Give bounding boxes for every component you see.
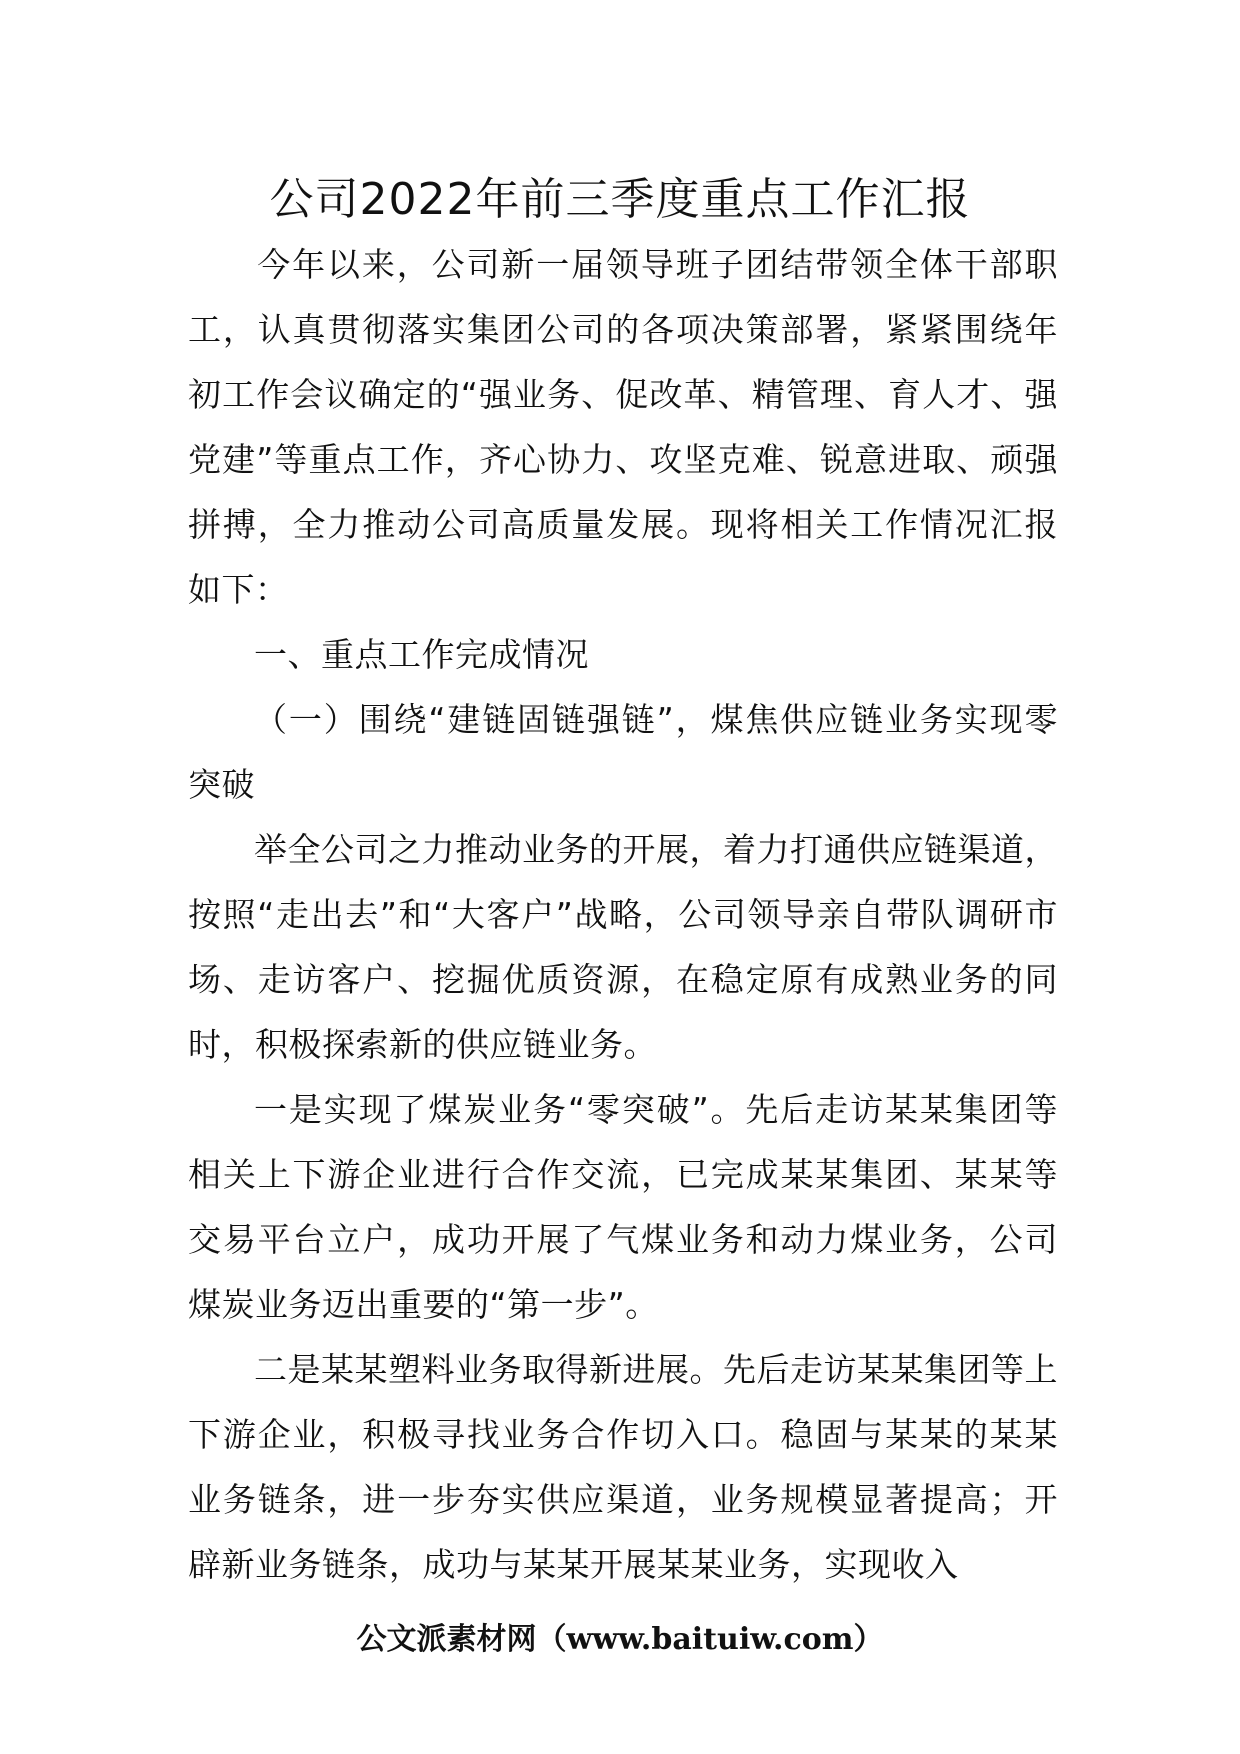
section-heading: 一、重点工作完成情况 [254, 635, 589, 674]
subsection-heading: （一）围绕“建链固链强链”，煤焦供应链业务实现零突破 [188, 700, 1058, 804]
document-title: 公司2022年前三季度重点工作汇报 [269, 174, 971, 225]
intro-paragraph: 今年以来，公司新一届领导班子团结带领全体干部职工，认真贯彻落实集团公司的各项决策部署，紧紧围绕年初工作会议确定的“强业务、促改革、精管理、育人才、强党建”等重点工作，齐心协力、攻坚克难、锐意进取、顽强拼搏，全力推动公司高质量发展。现将相关工作情况汇报如下： [188, 245, 1058, 609]
body-paragraph: 举全公司之力推动业务的开展，着力打通供应链渠道，按照“走出去”和“大客户”战略，公司领导亲自带队调研市场、走访客户、挖掘优质资源，在稳定原有成熟业务的同时，积极探索新的供应链业务。 [188, 830, 1058, 1064]
body-paragraph: 二是某某塑料业务取得新进展。先后走访某某集团等上下游企业，积极寻找业务合作切入口。稳固与某某的某某业务链条，进一步夯实供应渠道，业务规模显著提高；开辟新业务链条，成功与某某开展某某业务，实现收入 [188, 1350, 1058, 1584]
body-paragraph: 一是实现了煤炭业务“零突破”。先后走访某某集团等相关上下游企业进行合作交流，已完成某某集团、某某等交易平台立户，成功开展了气煤业务和动力煤业务，公司煤炭业务迈出重要的“第一步”。 [188, 1090, 1058, 1324]
document-body [188, 232, 1058, 1597]
footer-watermark: 公文派素材网（www.baituiw.com） [356, 1622, 884, 1657]
